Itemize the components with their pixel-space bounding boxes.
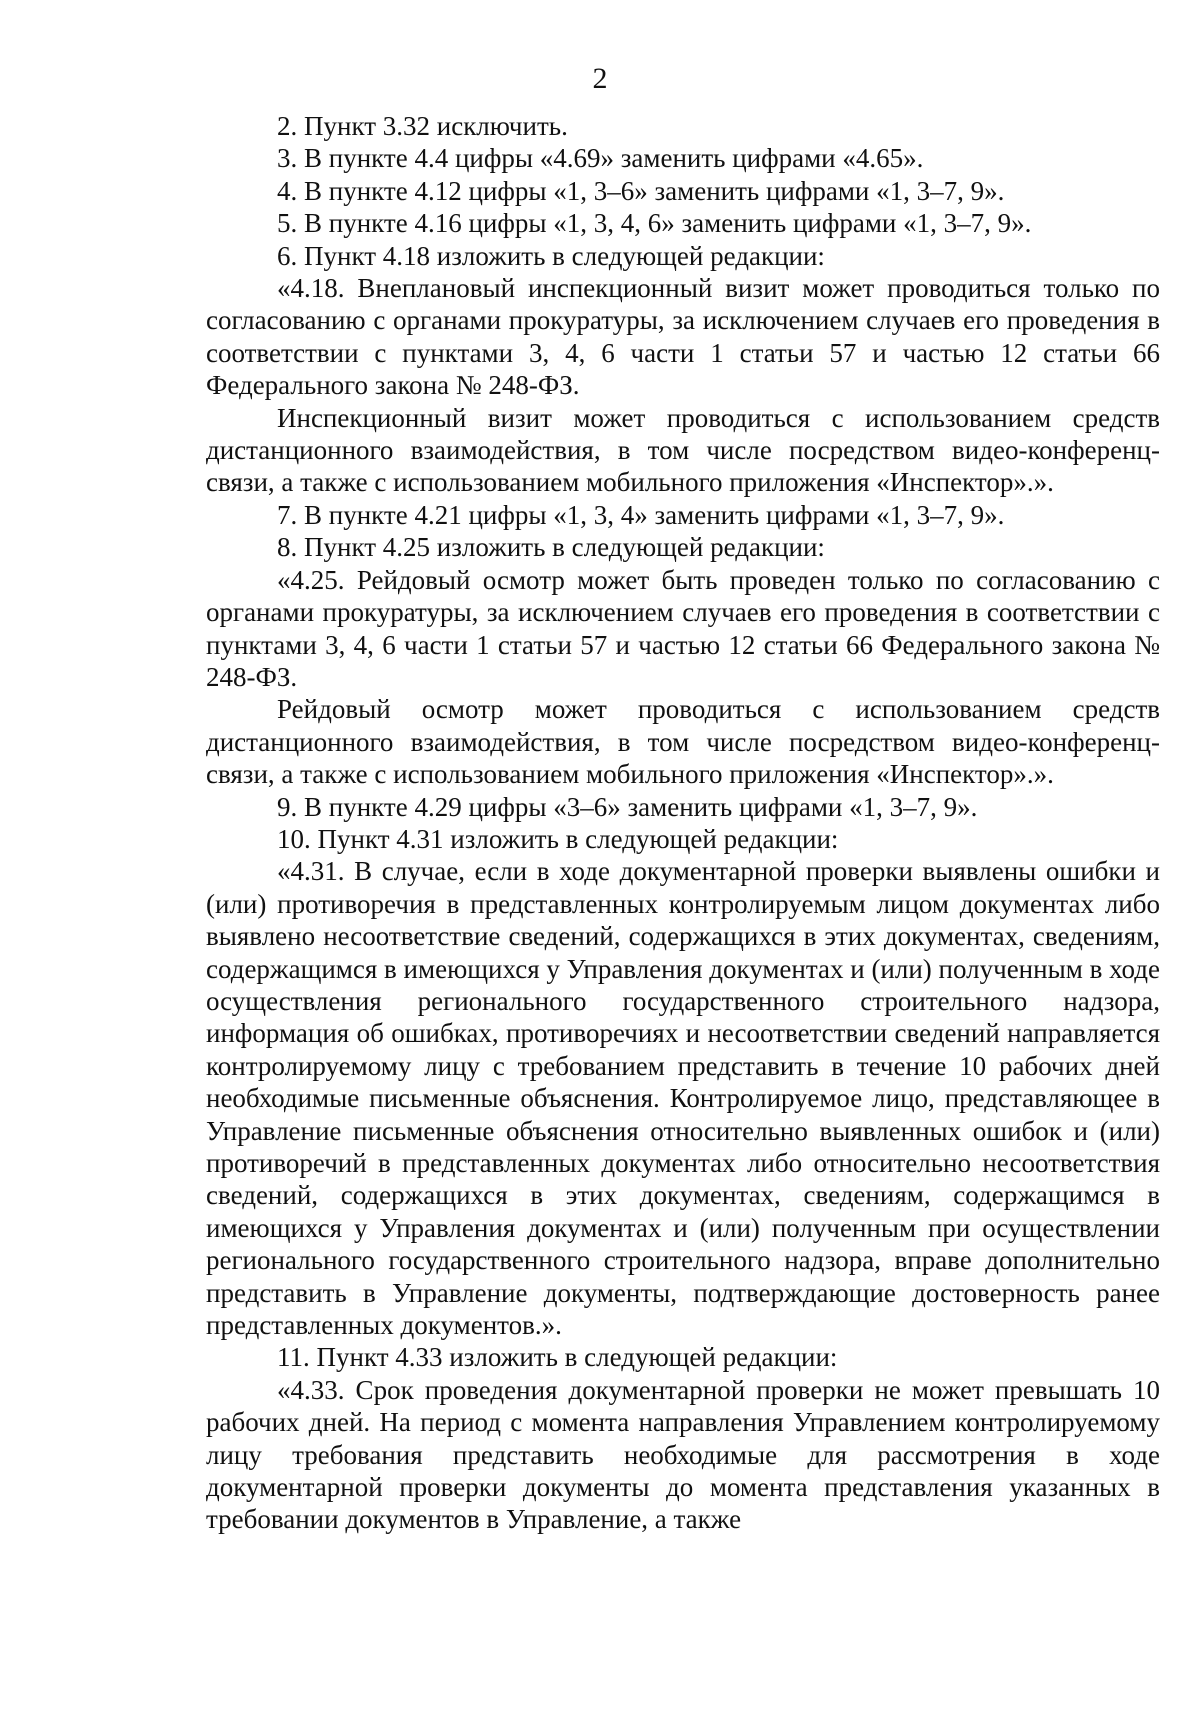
paragraph: 5. В пункте 4.16 цифры «1, 3, 4, 6» заменить цифрами «1, 3–7, 9».	[277, 208, 1032, 239]
paragraph: Рейдовый осмотр может проводиться с использованием средств дистанционного взаимодействия, в том числе посредством видео-конференц-связи, а также с использованием мобильного приложения «Инспектор».».	[206, 694, 1160, 790]
paragraph: «4.33. Срок проведения документарной проверки не может превышать 10 рабочих дней. На период с момента направления Управлением контролируемому лицу требования представить необходимые для рассмотрения в ходе документарной проверки документы до момента представления указанных в требовании документов в Управление, а также	[206, 1374, 1160, 1535]
paragraph: 7. В пункте 4.21 цифры «1, 3, 4» заменить цифрами «1, 3–7, 9».	[277, 499, 1005, 530]
paragraph: 10. Пункт 4.31 изложить в следующей редакции:	[277, 823, 839, 854]
paragraph: 9. В пункте 4.29 цифры «3–6» заменить цифрами «1, 3–7, 9».	[277, 791, 978, 822]
document-body	[206, 110, 1160, 1536]
page-number: 2	[592, 62, 608, 95]
paragraph: «4.31. В случае, если в ходе документарной проверки выявлены ошибки и (или) противоречия в представленных контролируемым лицом документах либо выявлено несоответствие сведений, содержащихся в этих документах, сведениям, содержащимся в имеющихся у Управления документах и (или) полученным в ходе осуществления регионального государственного строительного надзора, информация об ошибках, противоречиях и несоответствии сведений направляется контролируемому лицу с требованием представить в течение 10 рабочих дней необходимые письменные объяснения. Контролируемое лицо, представляющее в Управление письменные объяснения относительно выявленных ошибок и (или) противоречий в представленных документах либо относительно несоответствия сведений, содержащихся в этих документах, сведениям, содержащимся в имеющихся у Управления документах и (или) полученным при осуществлении регионального государственного строительного надзора, вправе дополнительно представить в Управление документы, подтверждающие достоверность ранее представленных документов.».	[206, 856, 1160, 1341]
paragraph: «4.25. Рейдовый осмотр может быть проведен только по согласованию с органами прокуратуры, за исключением случаев его проведения в соответствии с пунктами 3, 4, 6 части 1 статьи 57 и частью 12 статьи 66 Федерального закона № 248-ФЗ.	[206, 564, 1160, 692]
paragraph: 8. Пункт 4.25 изложить в следующей редакции:	[277, 532, 825, 563]
paragraph: 3. В пункте 4.4 цифры «4.69» заменить цифрами «4.65».	[277, 143, 924, 174]
paragraph: 11. Пункт 4.33 изложить в следующей редакции:	[277, 1342, 838, 1373]
paragraph: 2. Пункт 3.32 исключить.	[277, 111, 568, 141]
paragraph: 6. Пункт 4.18 изложить в следующей редакции:	[277, 240, 825, 271]
paragraph: «4.18. Внеплановый инспекционный визит может проводиться только по согласованию с органами прокуратуры, за исключением случаев его проведения в соответствии с пунктами 3, 4, 6 части 1 статьи 57 и частью 12 статьи 66 Федерального закона № 248-ФЗ.	[206, 273, 1160, 401]
paragraph: 4. В пункте 4.12 цифры «1, 3–6» заменить цифрами «1, 3–7, 9».	[277, 175, 1005, 206]
paragraph: Инспекционный визит может проводиться с использованием средств дистанционного взаимодействия, в том числе посредством видео-конференц-связи, а также с использованием мобильного приложения «Инспектор».».	[206, 402, 1160, 498]
